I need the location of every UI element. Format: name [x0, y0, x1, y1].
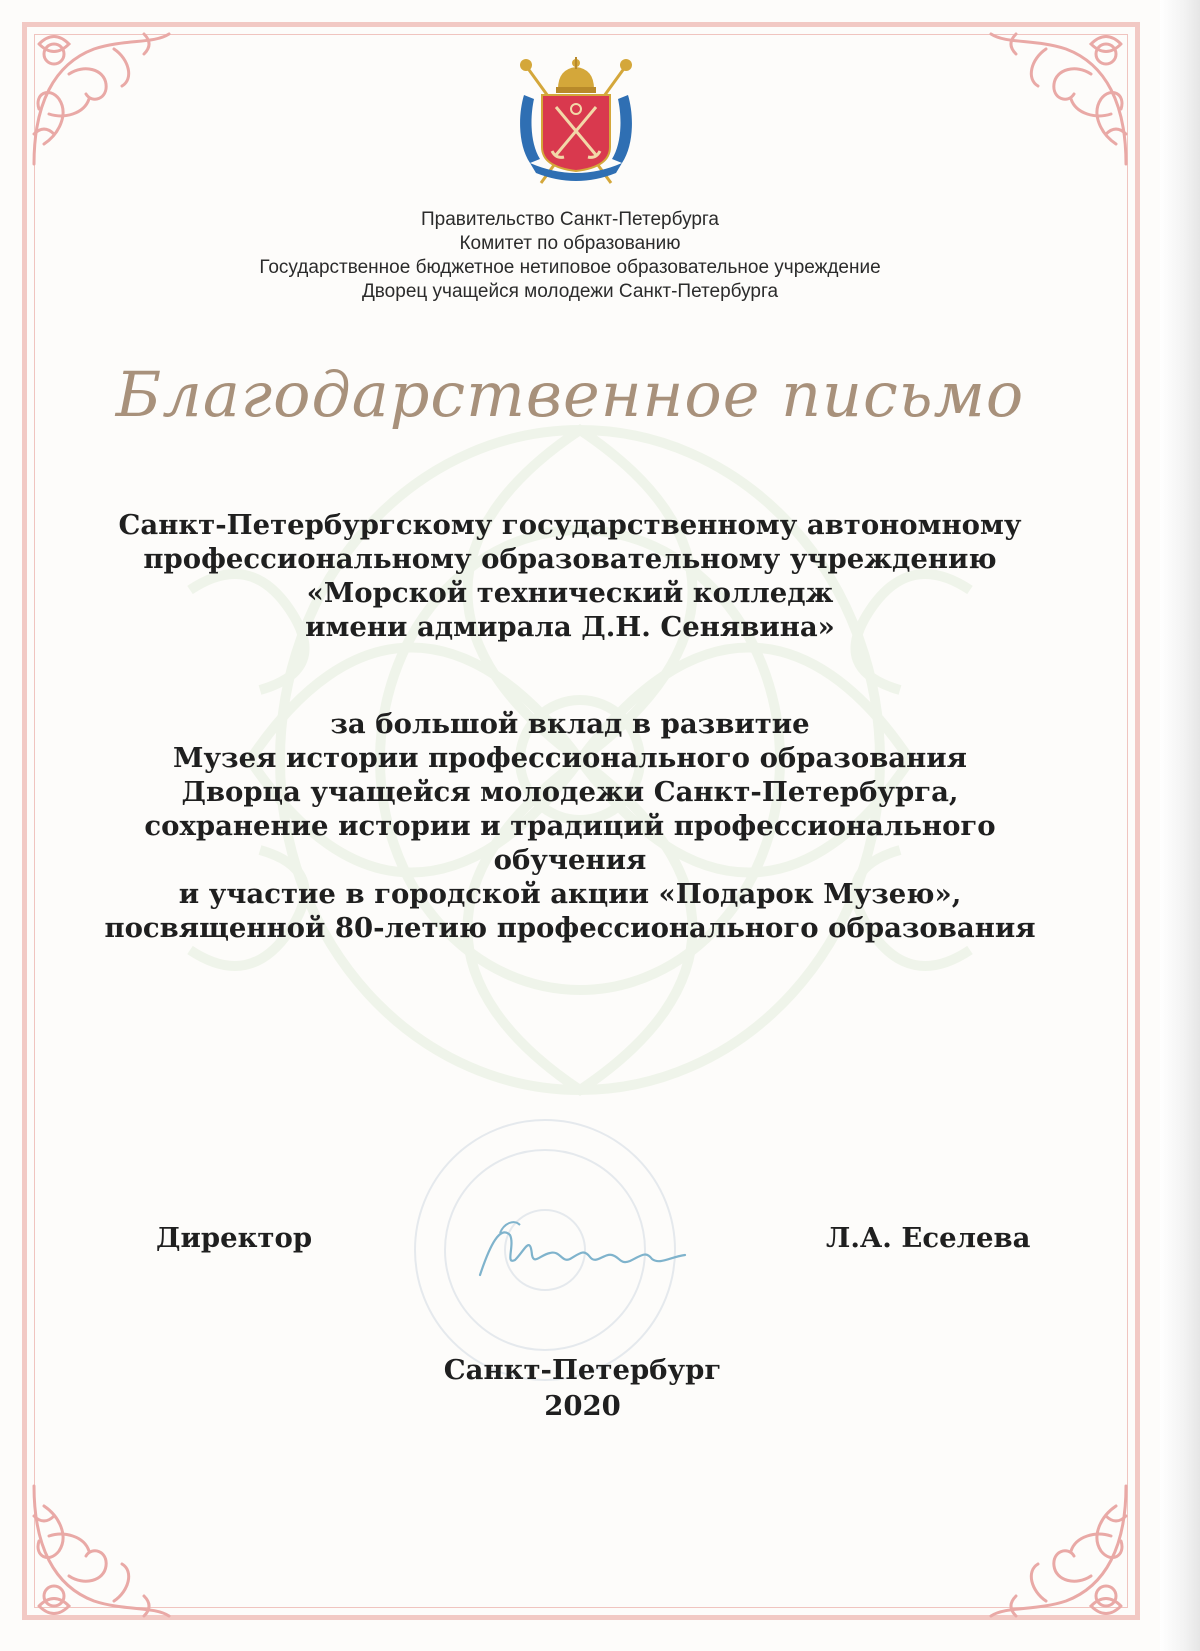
recipient-block [0, 508, 1140, 644]
reason-line: обучения [493, 844, 647, 876]
header-line: Дворец учащейся молодежи Санкт-Петербурга [361, 281, 779, 302]
recipient-line: имени адмирала Д.Н. Сенявина» [305, 611, 835, 643]
header-line: Государственное бюджетное нетиповое образовательное учреждение [259, 257, 881, 278]
footer-city: Санкт-Петербург [443, 1354, 722, 1386]
document-title: Благодарственное письмо [115, 358, 1025, 431]
reason-line: за большой вклад в развитие [330, 708, 810, 740]
header-line: Правительство Санкт-Петербурга [421, 209, 719, 230]
corner-ornament-icon [14, 1466, 184, 1636]
handwritten-signature [470, 1205, 700, 1295]
saint-petersburg-coat-of-arms-icon [516, 55, 636, 190]
reason-line: сохранение истории и традиций профессионального [144, 810, 996, 842]
issuer-header [0, 208, 1140, 304]
footer [0, 1352, 1165, 1424]
reason-line: Музея истории профессионального образования [173, 742, 967, 774]
reason-line: Дворца учащейся молодежи Санкт-Петербурга, [181, 776, 959, 808]
reason-line: посвященной 80-летию профессионального образования [104, 912, 1036, 944]
recipient-line: «Морской технический колледж [306, 577, 834, 609]
recipient-line: Санкт-Петербургскому государственному автономному [118, 509, 1022, 541]
recipient-line: профессиональному образовательному учреждению [143, 543, 997, 575]
corner-ornament-icon [14, 14, 184, 184]
corner-ornament-icon [976, 14, 1146, 184]
corner-ornament-icon [976, 1466, 1146, 1636]
reason-block [0, 707, 1140, 945]
header-line: Комитет по образованию [459, 233, 681, 254]
reason-line: и участие в городской акции «Подарок Музею», [178, 878, 962, 910]
footer-year: 2020 [544, 1390, 621, 1422]
scan-edge [1160, 0, 1200, 1651]
signatory-name: Л.А. Еселева [826, 1222, 1031, 1254]
signatory-role: Директор [156, 1222, 313, 1254]
